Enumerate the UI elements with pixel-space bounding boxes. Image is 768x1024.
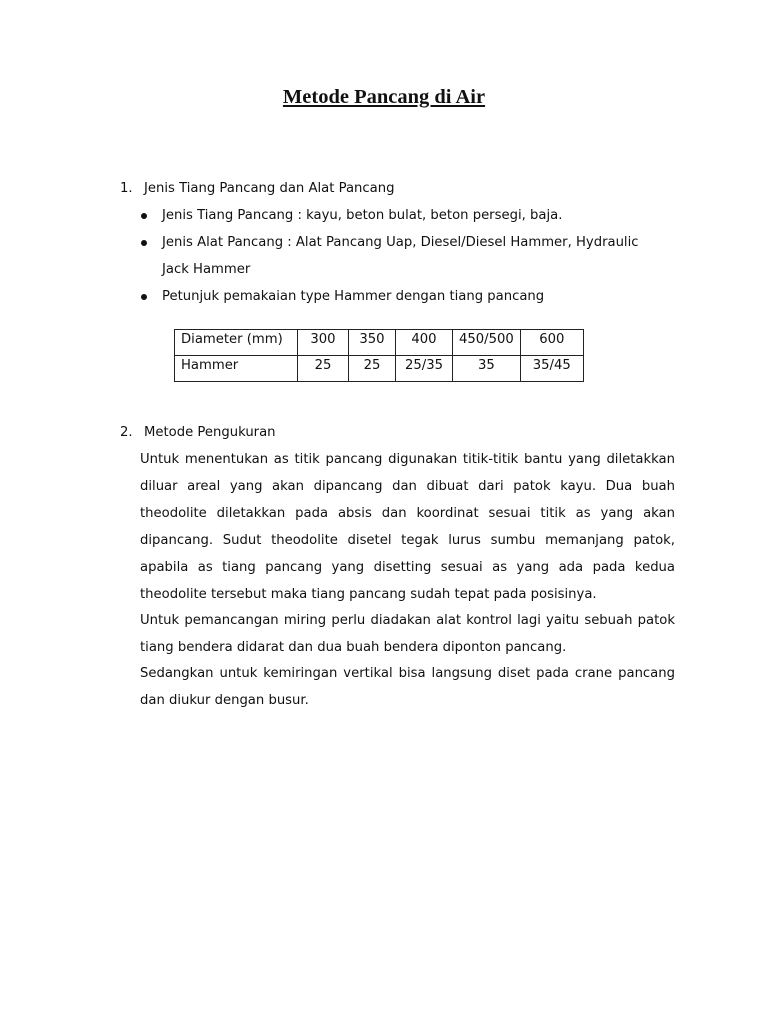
bullet-text: Jenis Alat Pancang : Alat Pancang Uap, Diesel/Diesel Hammer, Hydraulic Jack Hammer [162, 235, 639, 277]
table-cell: 35 [453, 356, 521, 382]
list-item [140, 229, 660, 283]
page-title: Metode Pancang di Air [282, 86, 486, 108]
table-cell: 25/35 [396, 356, 453, 382]
table-cell: 35/45 [520, 356, 583, 382]
section-2-heading: Metode Pengukuran [144, 425, 276, 440]
table-row [175, 330, 584, 356]
table-cell: 25 [349, 356, 396, 382]
section-1-number: 1. [120, 181, 133, 196]
bullet-icon [141, 294, 147, 300]
section-1-bullet-list [140, 202, 660, 310]
table-row [175, 356, 584, 382]
list-item [140, 283, 660, 310]
table-cell: Hammer [175, 356, 298, 382]
paragraph: Untuk pemancangan miring perlu diadakan alat kontrol lagi yaitu sebuah patok tiang bendera didarat dan dua buah bendera diponton pancang. [140, 613, 675, 655]
bullet-text: Petunjuk pemakaian type Hammer dengan tiang pancang [162, 289, 545, 304]
paragraph: Untuk menentukan as titik pancang digunakan titik-titik bantu yang diletakkan diluar areal yang akan dipancang dan dibuat dari patok kayu. Dua buah theodolite diletakkan pada absis dan koordinat sesuai titik as yang akan dipancang. Sudut theodolite disetel tegak lurus sumbu memanjang patok, apabila as tiang pancang yang disetting sesuai as yang ada pada kedua theodolite tersebut maka tiang pancang sudah tepat pada posisinya. [140, 452, 675, 602]
section-1-heading: Jenis Tiang Pancang dan Alat Pancang [144, 181, 395, 196]
table-cell: 350 [349, 330, 396, 356]
hammer-table [174, 329, 584, 382]
table-cell: 400 [396, 330, 453, 356]
bullet-icon [141, 213, 147, 219]
bullet-icon [141, 240, 147, 246]
table-cell: 450/500 [453, 330, 521, 356]
section-2-number: 2. [120, 425, 133, 440]
table-cell: 600 [520, 330, 583, 356]
paragraph: Sedangkan untuk kemiringan vertikal bisa langsung diset pada crane pancang dan diukur dengan busur. [140, 666, 675, 708]
bullet-text: Jenis Tiang Pancang : kayu, beton bulat, beton persegi, baja. [162, 208, 563, 223]
table-cell: 25 [298, 356, 349, 382]
table-cell: Diameter (mm) [175, 330, 298, 356]
list-item [140, 202, 660, 229]
table-cell: 300 [298, 330, 349, 356]
